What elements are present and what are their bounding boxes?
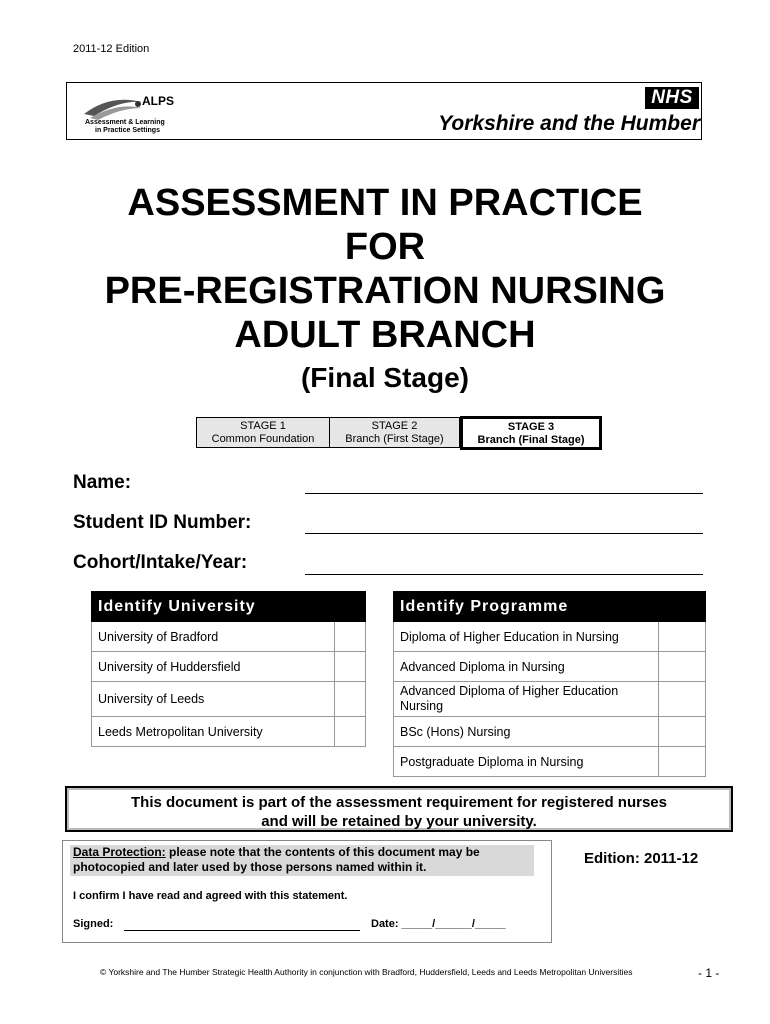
programme-checkbox[interactable]	[659, 622, 706, 652]
university-name: Leeds Metropolitan University	[92, 717, 335, 747]
table-row	[92, 682, 366, 717]
table-row	[92, 717, 366, 747]
programme-checkbox[interactable]	[659, 652, 706, 682]
student-id-field[interactable]	[305, 533, 703, 534]
table-row	[394, 747, 706, 777]
notice-line: This document is part of the assessment requirement for registered nurses	[131, 794, 667, 811]
cohort-label: Cohort/Intake/Year:	[73, 552, 248, 573]
programme-name: BSc (Hons) Nursing	[394, 717, 659, 747]
title-line: PRE-REGISTRATION NURSING	[104, 270, 666, 312]
stage-1-box: STAGE 1 Common Foundation	[196, 417, 330, 448]
university-name: University of Leeds	[92, 682, 335, 717]
programme-checkbox[interactable]	[659, 682, 706, 717]
programme-table-header: Identify Programme	[394, 592, 706, 622]
alps-logo-subtitle-1: Assessment & Learning	[85, 119, 165, 126]
alps-logo-text: ALPS	[142, 94, 175, 108]
stage-3-box: STAGE 3 Branch (Final Stage)	[460, 416, 602, 450]
table-row	[92, 622, 366, 652]
alps-logo-subtitle-2: in Practice Settings	[95, 127, 160, 134]
university-name: University of Huddersfield	[92, 652, 335, 682]
notice-line: and will be retained by your university.	[261, 813, 537, 830]
date-field[interactable]: Date: _____/______/_____	[371, 918, 506, 930]
stage-indicator	[196, 417, 602, 450]
page-number: - 1 -	[698, 966, 720, 980]
confirm-statement: I confirm I have read and agreed with this statement.	[73, 890, 348, 902]
name-field[interactable]	[305, 493, 703, 494]
region-title: Yorkshire and the Humber	[438, 112, 700, 135]
cohort-field[interactable]	[305, 574, 703, 575]
programme-name: Advanced Diploma in Nursing	[394, 652, 659, 682]
title-line: ADULT BRANCH	[234, 314, 536, 356]
signed-label: Signed:	[73, 918, 114, 930]
document-subtitle: (Final Stage)	[300, 362, 469, 393]
student-id-label: Student ID Number:	[73, 512, 252, 533]
table-row	[394, 682, 706, 717]
alps-logo	[80, 92, 190, 134]
title-line: ASSESSMENT IN PRACTICE	[127, 182, 643, 224]
document-title	[0, 181, 770, 357]
programme-table	[393, 591, 706, 777]
name-label: Name:	[73, 472, 132, 493]
data-protection-text	[73, 845, 543, 875]
table-row	[394, 717, 706, 747]
programme-checkbox[interactable]	[659, 747, 706, 777]
edition-top-label: 2011-12 Edition	[73, 43, 150, 55]
nhs-logo: NHS	[645, 87, 699, 109]
data-protection-label: Data Protection:	[73, 845, 166, 859]
programme-checkbox[interactable]	[659, 717, 706, 747]
university-checkbox[interactable]	[335, 717, 366, 747]
title-line: FOR	[344, 226, 426, 268]
table-row	[92, 652, 366, 682]
data-protection-body: please note that the contents of this document may be photocopied and later used by those persons named within it.	[73, 845, 480, 874]
table-row	[394, 652, 706, 682]
footer-copyright: © Yorkshire and The Humber Strategic Health Authority in conjunction with Bradford, Huddersfield, Leeds and Leeds Metropolitan Universities	[100, 967, 633, 977]
table-row	[394, 622, 706, 652]
university-table-header: Identify University	[92, 592, 366, 622]
university-table	[91, 591, 366, 747]
programme-name: Postgraduate Diploma in Nursing	[394, 747, 659, 777]
university-checkbox[interactable]	[335, 622, 366, 652]
university-checkbox[interactable]	[335, 652, 366, 682]
notice-box	[65, 786, 733, 832]
signature-field[interactable]	[124, 930, 360, 931]
edition-label: Edition: 2011-12	[584, 850, 699, 867]
university-checkbox[interactable]	[335, 682, 366, 717]
stage-2-box: STAGE 2 Branch (First Stage)	[330, 417, 460, 448]
programme-name: Advanced Diploma of Higher Education Nursing	[394, 682, 659, 717]
programme-name: Diploma of Higher Education in Nursing	[394, 622, 659, 652]
university-name: University of Bradford	[92, 622, 335, 652]
